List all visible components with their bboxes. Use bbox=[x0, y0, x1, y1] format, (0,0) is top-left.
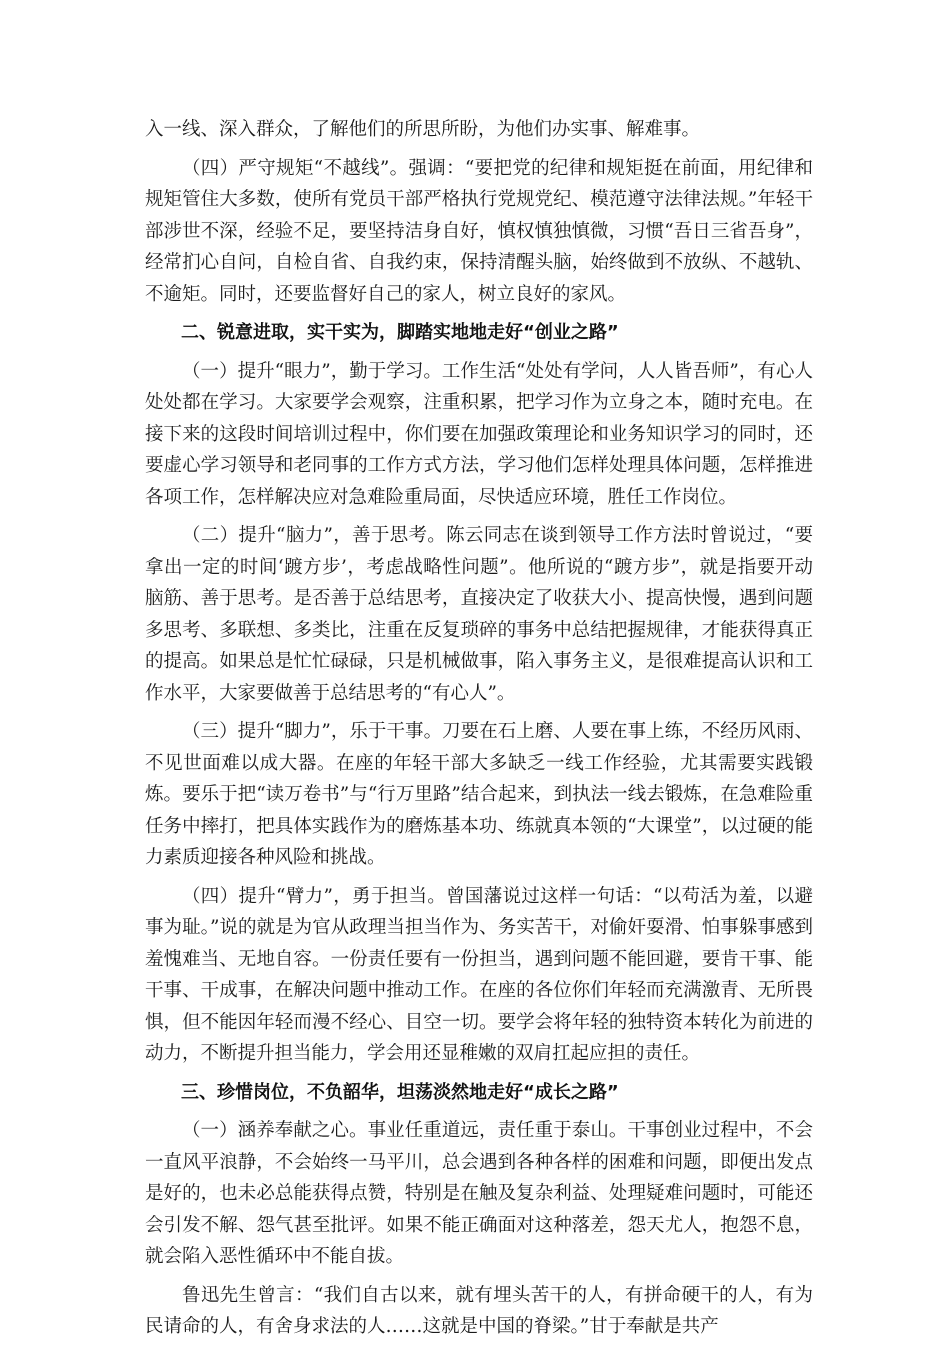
paragraph-brain-power: （二）提升“脑力”，善于思考。陈云同志在谈到领导工作方法时曾说过，“要拿出一定的时间‘踱方步’，考虑战略性问题”。他所说的“踱方步”，就是指要开动脑筋、善于思考。是否善于总结思考，直接决定了收获大小、提高快慢，遇到问题多思考、多联想、多类比，注重在反复琐碎的事务中总结把握规律，才能获得真正的提高。如果总是忙忙碌碌，只是机械做事，陷入事务主义，是很难提高认识和工作水平，大家要做善于总结思考的“有心人”。 bbox=[145, 525, 813, 704]
paragraph-lu-xun-quote: 鲁迅先生曾言：“我们自古以来，就有埋头苦干的人，有拼命硬干的人，有为民请命的人，有舍身求法的人……这就是中国的脊梁。”甘于奉献是共产 bbox=[145, 1284, 813, 1337]
section-heading-3: 三、珍惜岗位，不负韶华，坦荡淡然地走好“成长之路” bbox=[181, 1081, 619, 1103]
paragraph-strict-rules: （四）严守规矩“不越线”。强调：“要把党的纪律和规矩挺在前面，用纪律和规矩管住大多数，使所有党员干部严格执行党规党纪、模范遵守法律法规。”年轻干部涉世不深，经验不足，要坚持洁身自好，慎权慎独慎微，习惯“吾日三省吾身”，经常扪心自问，自检自省、自我约束，保持清醒头脑，始终做到不放纵、不越轨、不逾矩。同时，还要监督好自己的家人，树立良好的家风。 bbox=[145, 157, 813, 305]
paragraph-foot-power: （三）提升“脚力”，乐于干事。刀要在石上磨、人要在事上练，不经历风雨、不见世面难以成大器。在座的年轻干部大多缺乏一线工作经验，尤其需要实践锻炼。要乐于把“读万卷书”与“行万里路”结合起来，到执法一线去锻炼，在急难险重任务中摔打，把具体实践作为的磨炼基本功、练就真本领的“大课堂”，以过硬的能力素质迎接各种风险和挑战。 bbox=[145, 721, 813, 868]
document-page bbox=[145, 114, 813, 1350]
paragraph-continuation: 入一线、深入群众，了解他们的所思所盼，为他们办实事、解难事。 bbox=[145, 119, 701, 140]
paragraph-arm-power: （四）提升“臂力”，勇于担当。曾国藩说过这样一句话：“以苟活为羞，以避事为耻。”说的就是为官从政理当担当作为、务实苦干，对偷奸耍滑、怕事躲事感到羞愧难当、无地自容。一份责任要有一份担当，遇到问题不能回避，要肯干事、能干事、干成事，在解决问题中推动工作。在座的各位你们年轻而充满激青、无所畏惧，但不能因年轻而漫不经心、目空一切。要学会将年轻的独特资本转化为前进的动力，不断提升担当能力，学会用还显稚嫩的双肩扛起应担的责任。 bbox=[145, 885, 813, 1064]
paragraph-eye-power: （一）提升“眼力”，勤于学习。工作生活“处处有学问，人人皆吾师”，有心人处处都在学习。大家要学会观察，注重积累，把学习作为立身之本，随时充电。在接下来的这段时间培训过程中，你们要在加强政策理论和业务知识学习的同时，还要虚心学习领导和老同事的工作方式方法，学习他们怎样处理具体问题，怎样推进各项工作，怎样解决应对急难险重局面，尽快适应环境，胜任工作岗位。 bbox=[145, 360, 813, 508]
section-heading-2: 二、锐意进取，实干实为，脚踏实地地走好“创业之路” bbox=[181, 322, 619, 343]
paragraph-dedication: （一）涵养奉献之心。事业任重道远，责任重于泰山。干事创业过程中，不会一直风平浪静，不会始终一马平川，总会遇到各种各样的困难和问题，即便出发点是好的，也未必总能获得点赞，特别是在触及复杂利益、处理疑难问题时，可能还会引发不解、怨气甚至批评。如果不能正确面对这种落差，怨天尤人，抱怨不息，就会陷入恶性循环中不能自拔。 bbox=[145, 1120, 813, 1267]
